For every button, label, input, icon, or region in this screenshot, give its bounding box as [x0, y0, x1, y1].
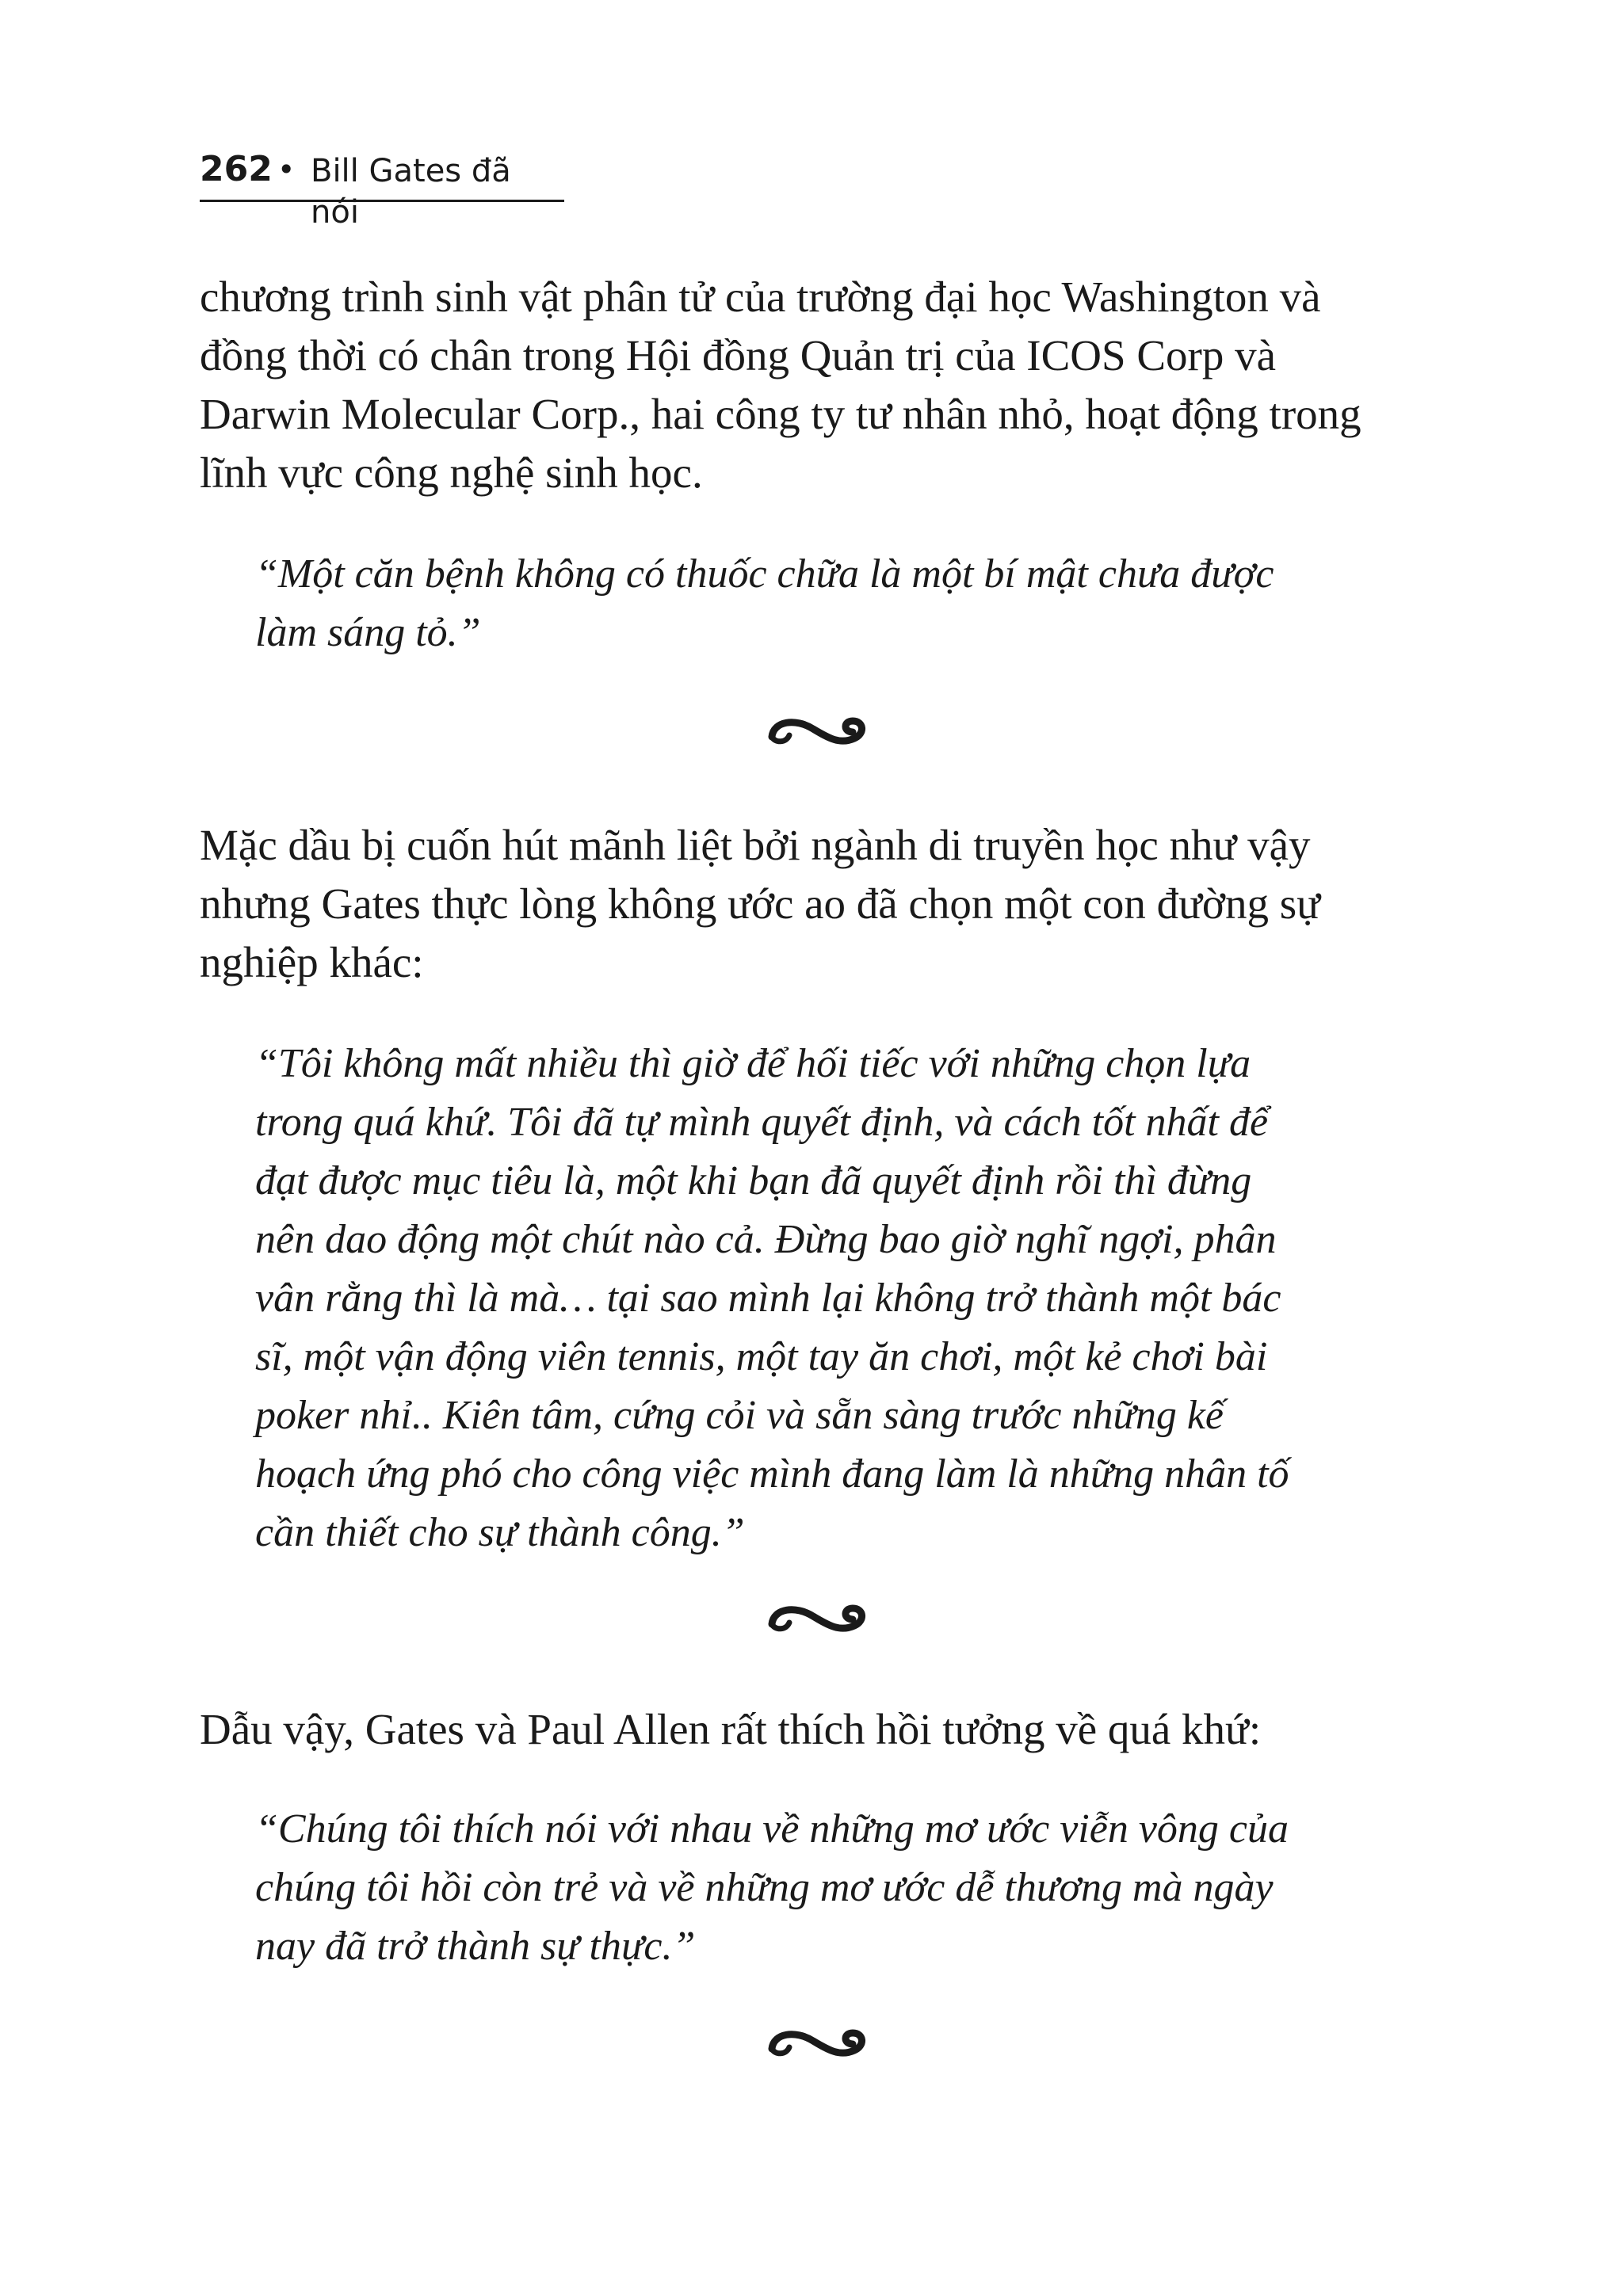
swash-ornament-icon: [764, 1594, 883, 1642]
text-line: Dẫu vậy, Gates và Paul Allen rất thích hồi tưởng về quá khứ:: [200, 1705, 1262, 1753]
quote-line: hoạch ứng phó cho công việc mình đang làm là những nhân tố: [255, 1451, 1289, 1497]
quote-paragraph: [255, 1800, 1444, 1976]
text-line: nhưng Gates thực lòng không ước ao đã chọn một con đường sự: [200, 879, 1320, 928]
quote-line: cần thiết cho sự thành công.”: [255, 1510, 745, 1555]
body-paragraph: [200, 816, 1444, 992]
quote-paragraph: [255, 545, 1444, 662]
quote-line: vân rằng thì là mà… tại sao mình lại không trở thành một bác: [255, 1276, 1281, 1321]
running-header: [200, 143, 564, 231]
body-paragraph: [200, 268, 1444, 502]
text-line: Darwin Molecular Corp., hai công ty tư nhân nhỏ, hoạt động trong: [200, 390, 1361, 438]
body-paragraph: [200, 1700, 1444, 1759]
text-line: đồng thời có chân trong Hội đồng Quản trị của ICOS Corp và: [200, 331, 1277, 379]
quote-line: nay đã trở thành sự thực.”: [255, 1924, 696, 1969]
page-number: 262: [200, 149, 273, 189]
quote-line: “Chúng tôi thích nói với nhau về những mơ ước viễn vông của: [255, 1806, 1289, 1852]
quote-paragraph: [255, 1035, 1444, 1562]
quote-line: chúng tôi hồi còn trẻ và về những mơ ước dễ thương mà ngày: [255, 1865, 1274, 1910]
quote-line: làm sáng tỏ.”: [255, 610, 481, 655]
quote-line: đạt được mục tiêu là, một khi bạn đã quyết định rồi thì đừng: [255, 1158, 1252, 1203]
text-line: lĩnh vực công nghệ sinh học.: [200, 448, 703, 497]
quote-line: trong quá khứ. Tôi đã tự mình quyết định, và cách tốt nhất để: [255, 1100, 1269, 1145]
swash-ornament-icon: [764, 707, 883, 754]
quote-line: poker nhỉ.. Kiên tâm, cứng cỏi và sẵn sàng trước những kế: [255, 1393, 1224, 1438]
text-line: nghiệp khác:: [200, 938, 424, 986]
book-title: Bill Gates đã nói: [311, 153, 511, 231]
quote-line: “Tôi không mất nhiều thì giờ để hối tiếc với những chọn lựa: [255, 1041, 1251, 1086]
quote-line: nên dao động một chút nào cả. Đừng bao giờ nghĩ ngợi, phân: [255, 1217, 1277, 1262]
header-separator: •: [277, 152, 296, 187]
text-line: Mặc dầu bị cuốn hút mãnh liệt bởi ngành di truyền học như vậy: [200, 821, 1311, 869]
swash-ornament-icon: [764, 2019, 883, 2066]
text-line: chương trình sinh vật phân tử của trường đại học Washington và: [200, 273, 1321, 321]
quote-line: sĩ, một vận động viên tennis, một tay ăn chơi, một kẻ chơi bài: [255, 1334, 1268, 1379]
quote-line: “Một căn bệnh không có thuốc chữa là một bí mật chưa được: [255, 551, 1274, 597]
